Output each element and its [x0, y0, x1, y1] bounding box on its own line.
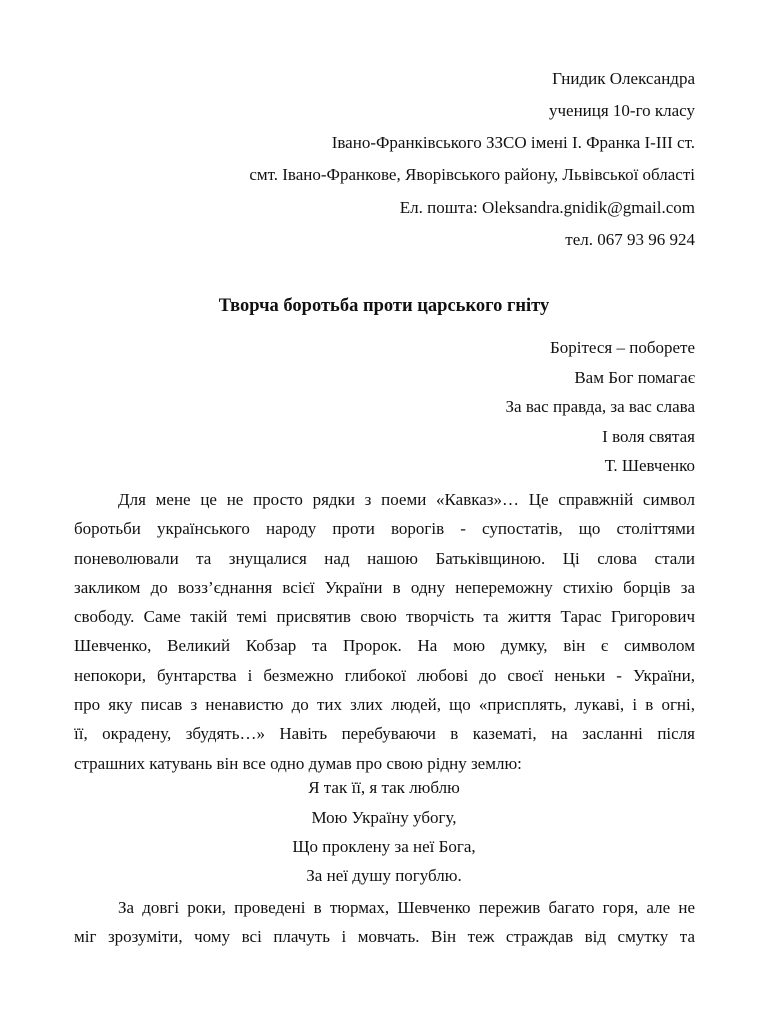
paragraph-line: міг зрозуміти, чому всі плачуть і мовчать. Він теж страждав від смутку та [74, 927, 695, 947]
epigraph-line: Борітеся – поборете [549, 338, 695, 357]
author-phone: тел. 067 93 96 924 [565, 230, 695, 249]
poem-line: Я так її, я так люблю [308, 778, 460, 797]
paragraph-line: свободу. Саме такій темі присвятив свою творчість та життя Тарас Григорович [74, 607, 695, 627]
paragraph-line: боротьби українського народу проти ворогів - супостатів, що століттями [74, 519, 695, 539]
paragraph-line: За довгі роки, проведені в тюрмах, Шевченко пережив багато горя, але не [118, 898, 695, 917]
paragraph-line: про яку писав з ненавистю до тих злих людей, що «присплять, лукаві, і в огні, [74, 695, 695, 715]
author-email: Ел. пошта: Oleksandra.gnidik@gmail.com [399, 198, 695, 217]
epigraph-line: За вас правда, за вас слава [505, 397, 695, 416]
author-name: Гнидик Олександра [552, 69, 695, 88]
paragraph-line: страшних катувань він все одно думав про свою рідну землю: [74, 753, 522, 773]
paragraph-2 [74, 893, 695, 952]
paragraph-line: її, окрадену, збудять…» Навіть перебуваючи в казематі, на засланні після [74, 724, 695, 744]
poem-line: За неї душу погублю. [306, 866, 462, 885]
poem-line: Мою Україну убогу, [311, 808, 457, 827]
poem-line: Що проклену за неї Бога, [292, 837, 476, 856]
author-school: Івано-Франківського ЗЗСО імені І. Франка І-ІІІ ст. [331, 133, 695, 152]
author-location: смт. Івано-Франкове, Яворівського району, Львівської області [249, 165, 695, 184]
epigraph-author: Т. Шевченко [604, 456, 695, 475]
essay-title: Творча боротьба проти царського гніту [218, 296, 550, 316]
epigraph-line: І воля святая [602, 427, 695, 446]
epigraph-line: Вам Бог помагає [574, 368, 695, 387]
paragraph-line: Шевченко, Великий Кобзар та Пророк. На мою думку, він є символом [74, 636, 695, 656]
paragraph-line: непокори, бунтарства і безмежно глибокої любові до своєї неньки - України, [74, 665, 695, 685]
paragraph-line: поневолювали та знущалися над нашою Батьківщиною. Ці слова стали [74, 548, 695, 568]
paragraph-line: Для мене це не просто рядки з поеми «Кавказ»… Це справжній символ [118, 490, 695, 509]
paragraph-line: закликом до возз’єднання всієї України в одну непереможну стихію борців за [74, 577, 695, 597]
author-grade: учениця 10-го класу [548, 101, 695, 120]
paragraph-1 [74, 485, 695, 778]
